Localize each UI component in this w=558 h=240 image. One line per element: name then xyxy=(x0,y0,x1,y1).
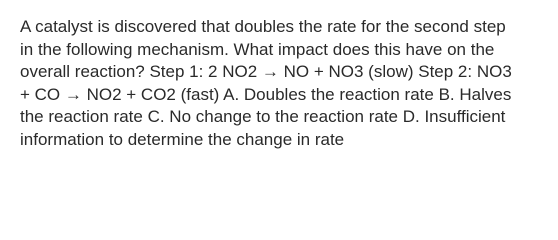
question-line: + CO → NO2 + CO2 (fast) A. Doubles the reaction rate B. Halves xyxy=(20,84,512,104)
question-line: the reaction rate C. No change to the reaction rate D. Insufficient xyxy=(20,107,506,126)
question-text xyxy=(20,16,540,151)
question-line: overall reaction? Step 1: 2 NO2 → NO + NO3 (slow) Step 2: NO3 xyxy=(20,62,512,81)
question-line: information to determine the change in rate xyxy=(20,129,345,149)
question-line: in the following mechanism. What impact does this have on the xyxy=(20,39,495,59)
question-line: A catalyst is discovered that doubles the rate for the second step xyxy=(20,17,506,36)
